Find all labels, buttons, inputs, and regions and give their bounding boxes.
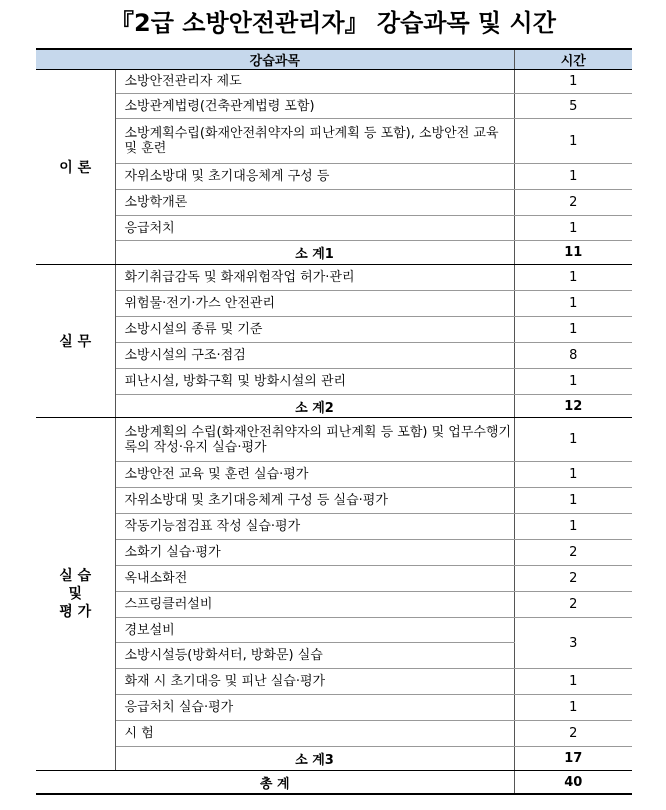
hours-cell: 1: [514, 265, 632, 291]
table-row: [36, 216, 632, 241]
table-row: [36, 317, 632, 343]
table-row: [36, 695, 632, 721]
category-theory: 이 론: [36, 70, 115, 265]
table-row: [36, 540, 632, 566]
header-subject: 강습과목: [36, 49, 514, 70]
table-row: [36, 669, 632, 695]
table-row: [36, 291, 632, 317]
subtotal-value: 17: [514, 747, 632, 771]
hours-cell: 1: [514, 291, 632, 317]
subject-cell: 위험물·전기·가스 안전관리: [115, 291, 514, 317]
course-table: [36, 48, 632, 795]
page-title: 『2급 소방안전관리자』 강습과목 및 시간: [110, 9, 556, 37]
subject-cell: 스프링클러설비: [115, 592, 514, 618]
total-value: 40: [514, 771, 632, 795]
category-practice: 실 무: [36, 265, 115, 418]
hours-cell: 1: [514, 488, 632, 514]
table-row: [36, 164, 632, 190]
table-row: [36, 343, 632, 369]
table-row: [36, 618, 632, 643]
table-row: [36, 190, 632, 216]
subtotal-row: [36, 747, 632, 771]
subject-cell: 자위소방대 및 초기대응체계 구성 등 실습·평가: [115, 488, 514, 514]
hours-cell: 1: [514, 216, 632, 241]
hours-cell: 2: [514, 566, 632, 592]
subtotal-label: 소 계2: [115, 395, 514, 418]
subtotal-label: 소 계1: [115, 241, 514, 265]
table-row: [36, 369, 632, 395]
subject-cell: 응급처치: [115, 216, 514, 241]
subject-cell: 응급처치 실습·평가: [115, 695, 514, 721]
subtotal-row: [36, 241, 632, 265]
hours-cell: 2: [514, 592, 632, 618]
table-row: [36, 418, 632, 462]
hours-cell: 2: [514, 721, 632, 747]
subject-cell: 소방안전 교육 및 훈련 실습·평가: [115, 462, 514, 488]
subject-cell: 소방계획수립(화재안전취약자의 피난계획 등 포함), 소방안전 교육 및 훈련: [115, 119, 514, 164]
subtotal-value: 12: [514, 395, 632, 418]
subtotal-label: 소 계3: [115, 747, 514, 771]
hours-cell: 1: [514, 70, 632, 94]
subject-cell: 옥내소화전: [115, 566, 514, 592]
subject-cell: 소방시설등(방화셔터, 방화문) 실습: [115, 643, 514, 669]
table-row: [36, 488, 632, 514]
table-row: [36, 592, 632, 618]
subject-cell: 소방안전관리자 제도: [115, 70, 514, 94]
subject-cell: 경보설비: [115, 618, 514, 643]
hours-cell: 2: [514, 540, 632, 566]
subject-cell: 피난시설, 방화구획 및 방화시설의 관리: [115, 369, 514, 395]
category-line: 평 가: [59, 604, 92, 620]
category-line: 실 습: [59, 568, 92, 584]
hours-cell: 1: [514, 514, 632, 540]
total-row: [36, 771, 632, 795]
hours-cell: 1: [514, 418, 632, 462]
subject-cell: 자위소방대 및 초기대응체계 구성 등: [115, 164, 514, 190]
hours-cell: 3: [514, 618, 632, 669]
table-row: [36, 94, 632, 119]
category-line: 및: [68, 586, 83, 602]
hours-cell: 1: [514, 317, 632, 343]
total-label: 총 계: [36, 771, 514, 795]
table-row: [36, 566, 632, 592]
subject-cell: 소방계획의 수립(화재안전취약자의 피난계획 등 포함) 및 업무수행기록의 작성·유지 실습·평가: [115, 418, 514, 462]
category-practicum-evaluation: [36, 418, 115, 771]
table-row: [36, 462, 632, 488]
table-row: [36, 721, 632, 747]
subject-cell: 작동기능점검표 작성 실습·평가: [115, 514, 514, 540]
subject-cell: 소방학개론: [115, 190, 514, 216]
table-header-row: [36, 49, 632, 70]
subject-cell: 소방관계법령(건축관계법령 포함): [115, 94, 514, 119]
subject-cell: 화재 시 초기대응 및 피난 실습·평가: [115, 669, 514, 695]
subject-cell: 소방시설의 종류 및 기준: [115, 317, 514, 343]
hours-cell: 1: [514, 669, 632, 695]
table-row: [36, 119, 632, 164]
subject-cell: 화기취급감독 및 화재위험작업 허가·관리: [115, 265, 514, 291]
header-hours: 시간: [514, 49, 632, 70]
hours-cell: 5: [514, 94, 632, 119]
hours-cell: 1: [514, 695, 632, 721]
table-row: [36, 514, 632, 540]
subject-cell: 소화기 실습·평가: [115, 540, 514, 566]
hours-cell: 8: [514, 343, 632, 369]
hours-cell: 1: [514, 119, 632, 164]
table-row: [36, 70, 632, 94]
subtotal-row: [36, 395, 632, 418]
subject-cell: 소방시설의 구조·점검: [115, 343, 514, 369]
hours-cell: 1: [514, 462, 632, 488]
hours-cell: 2: [514, 190, 632, 216]
table-row: [36, 265, 632, 291]
subtotal-value: 11: [514, 241, 632, 265]
subject-cell: 시 험: [115, 721, 514, 747]
hours-cell: 1: [514, 369, 632, 395]
hours-cell: 1: [514, 164, 632, 190]
